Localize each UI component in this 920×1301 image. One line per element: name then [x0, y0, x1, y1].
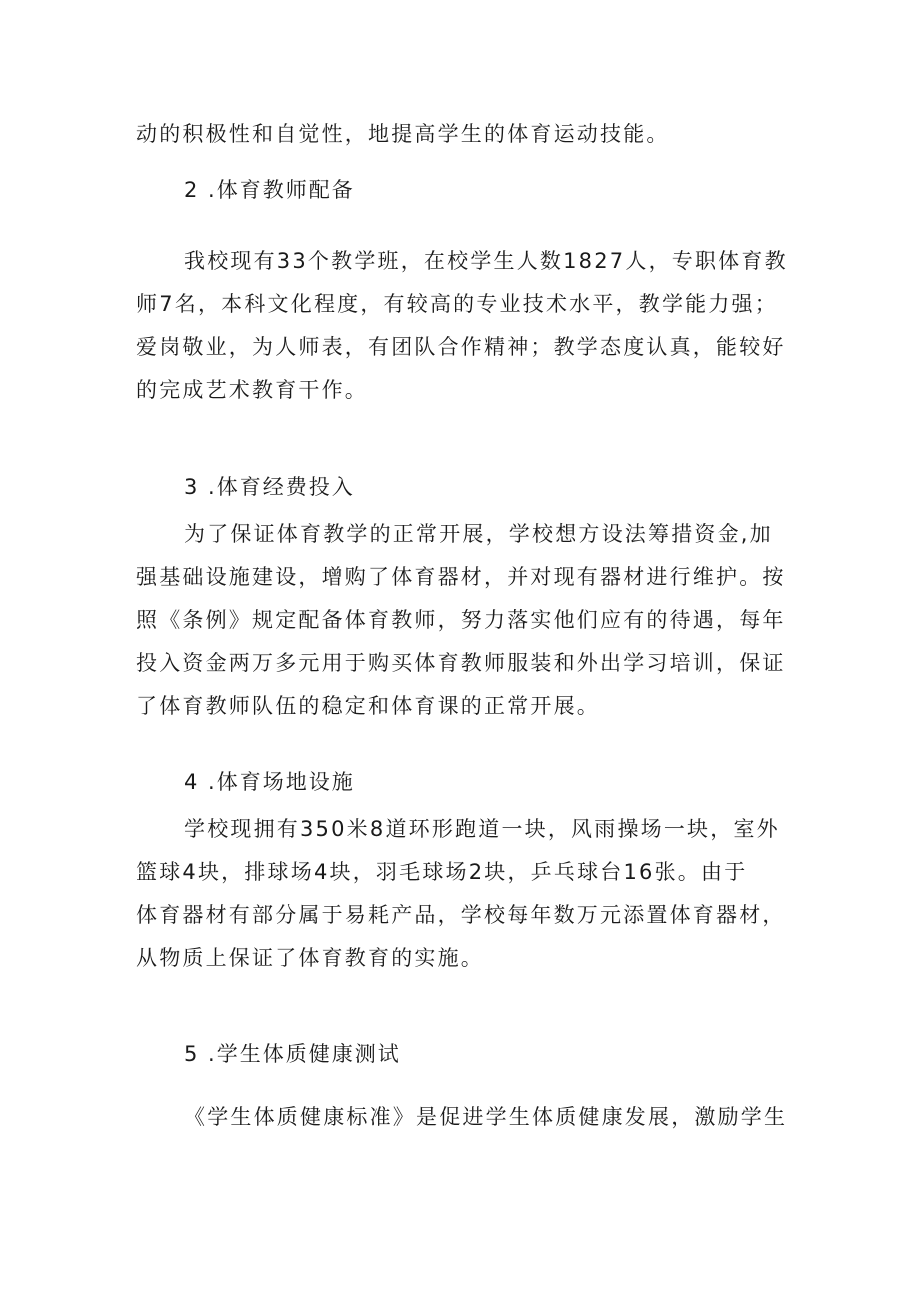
paragraph-line: 师7名，本科文化程度，有较高的专业技术水平，教学能力强； — [136, 292, 778, 316]
paragraph-line: 篮球4块，排球场4块，羽毛球场2块，乒乓球台16张。由于 — [136, 860, 748, 884]
paragraph-funding — [136, 513, 796, 728]
section-heading-facilities: 4 .体育场地设施 — [184, 770, 355, 794]
paragraph-teachers — [136, 240, 796, 412]
paragraph-line: 投入资金两万多元用于购买体育教师服装和外出学习培训，保证 — [136, 651, 786, 675]
paragraph-line: 的完成艺术教育干作。 — [136, 378, 368, 402]
section-heading-fitness-test: 5 .学生体质健康测试 — [184, 1042, 401, 1066]
paragraph-line: 《学生体质健康标准》是促进学生体质健康发展，激励学生 — [184, 1105, 788, 1129]
section-heading-teachers: 2 .体育教师配备 — [184, 178, 355, 202]
paragraph-line: 了体育教师队伍的稳定和体育课的正常开展。 — [136, 694, 600, 718]
paragraph-line: 学校现拥有350米8道环形跑道一块，风雨操场一块，室外 — [184, 817, 780, 841]
paragraph-intro — [136, 113, 796, 156]
paragraph-facilities — [136, 808, 796, 980]
paragraph-line: 动的积极性和自觉性，地提高学生的体育运动技能。 — [136, 122, 670, 146]
paragraph-line: 我校现有33个教学班，在校学生人数1827人，专职体育教 — [184, 249, 788, 273]
paragraph-line: 从物质上保证了体育教育的实施。 — [136, 946, 484, 970]
paragraph-line: 为了保证体育教学的正常开展，学校想方设法筹措资金,加 — [184, 522, 773, 546]
paragraph-line: 爱岗敬业，为人师表，有团队合作精神；教学态度认真，能较好 — [136, 335, 786, 359]
paragraph-line: 强基础设施建设，增购了体育器材，并对现有器材进行维护。按 — [136, 565, 786, 589]
paragraph-line: 照《条例》规定配备体育教师，努力落实他们应有的待遇，每年 — [136, 608, 786, 632]
paragraph-fitness-test — [136, 1096, 796, 1139]
section-heading-funding: 3 .体育经费投入 — [184, 475, 355, 499]
paragraph-line: 体育器材有部分属于易耗产品，学校每年数万元添置体育器材， — [136, 903, 786, 927]
